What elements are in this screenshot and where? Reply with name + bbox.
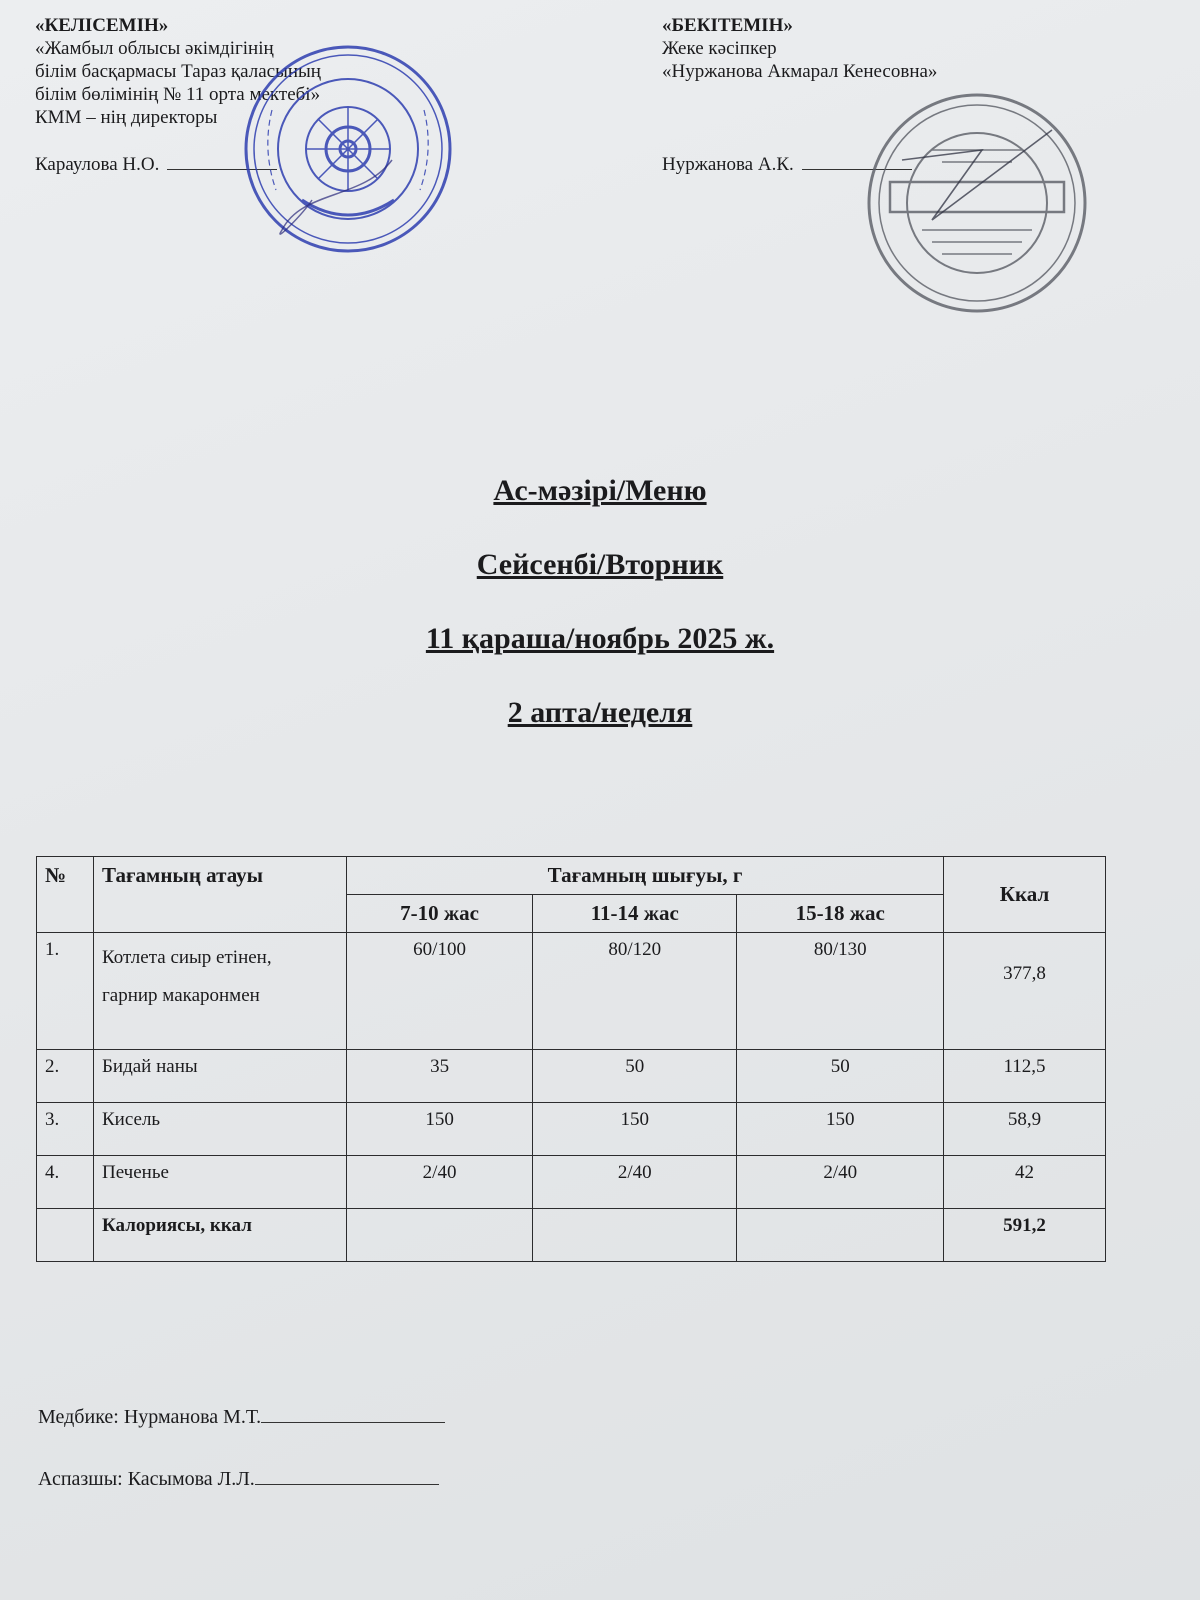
table-row <box>37 1050 1106 1103</box>
table-row <box>37 933 1106 1050</box>
menu-title: Ас-мәзірі/Меню <box>493 474 707 507</box>
row-yield: 2/40 <box>347 1156 533 1209</box>
agreed-line: «Жамбыл облысы әкімдігінің <box>35 38 274 59</box>
signature-line <box>261 1404 445 1423</box>
agreed-line: КММ – нің директоры <box>35 107 218 128</box>
table-row <box>37 1103 1106 1156</box>
signature-line <box>255 1466 439 1485</box>
row-yield: 2/40 <box>737 1156 944 1209</box>
row-yield: 150 <box>533 1103 737 1156</box>
row-kcal: 112,5 <box>944 1050 1106 1103</box>
document-titles <box>0 472 1200 768</box>
nurse-signature <box>38 1404 445 1429</box>
row-kcal: 58,9 <box>944 1103 1106 1156</box>
row-yield: 80/130 <box>737 933 944 1050</box>
week-title: 2 апта/неделя <box>507 696 693 729</box>
menu-table <box>36 856 1106 1262</box>
cook-signature <box>38 1466 439 1491</box>
agreed-line: білім бөлімінің № 11 орта мектебі» <box>35 84 321 105</box>
total-empty <box>533 1209 737 1262</box>
header-age: 15-18 жас <box>737 895 944 933</box>
row-no: 3. <box>37 1103 94 1156</box>
table-total-row <box>37 1209 1106 1262</box>
approved-signer: Нуржанова А.К. <box>662 154 794 175</box>
table-header-row <box>37 857 1106 895</box>
row-yield: 2/40 <box>533 1156 737 1209</box>
header-yield: Тағамның шығуы, г <box>347 857 944 895</box>
row-name-line: Котлета сиыр етінен, <box>102 947 272 968</box>
signature-scribble <box>902 130 1052 220</box>
row-kcal: 377,8 <box>944 933 1106 1050</box>
cook-label: Аспазшы: Касымова Л.Л. <box>38 1468 255 1490</box>
nurse-label: Медбике: Нурманова М.Т. <box>38 1406 262 1428</box>
agreed-signer: Караулова Н.О. <box>35 154 160 175</box>
row-kcal: 42 <box>944 1156 1106 1209</box>
total-empty <box>737 1209 944 1262</box>
row-yield: 50 <box>533 1050 737 1103</box>
row-no: 1. <box>37 933 94 1050</box>
row-yield: 35 <box>347 1050 533 1103</box>
approved-heading: «БЕКІТЕМІН» <box>662 15 793 36</box>
header-name: Тағамның атауы <box>94 857 347 933</box>
day-title: Сейсенбі/Вторник <box>476 548 724 581</box>
row-yield: 150 <box>737 1103 944 1156</box>
total-label: Калориясы, ккал <box>94 1209 347 1262</box>
total-kcal: 591,2 <box>944 1209 1106 1262</box>
row-name: Кисель <box>94 1103 347 1156</box>
row-name: Бидай наны <box>94 1050 347 1103</box>
row-yield: 60/100 <box>347 933 533 1050</box>
approved-line: Жеке кәсіпкер <box>662 38 777 59</box>
row-name <box>94 933 347 1050</box>
table-row <box>37 1156 1106 1209</box>
row-name-line: гарнир макаронмен <box>102 985 260 1006</box>
header-age: 7-10 жас <box>347 895 533 933</box>
row-no: 4. <box>37 1156 94 1209</box>
header-kcal: Ккал <box>944 857 1106 933</box>
total-no <box>37 1209 94 1262</box>
agreed-line: білім басқармасы Тараз қаласының <box>35 61 321 82</box>
school-stamp-icon <box>242 40 454 258</box>
row-no: 2. <box>37 1050 94 1103</box>
header-age: 11-14 жас <box>533 895 737 933</box>
entrepreneur-stamp-icon <box>862 90 1092 316</box>
header-no: № <box>37 857 94 933</box>
row-yield: 150 <box>347 1103 533 1156</box>
total-empty <box>347 1209 533 1262</box>
approved-line: «Нуржанова Акмарал Кенесовна» <box>662 61 938 82</box>
agreed-heading: «КЕЛІСЕМІН» <box>35 15 169 36</box>
row-name: Печенье <box>94 1156 347 1209</box>
date-title: 11 қараша/ноябрь 2025 ж. <box>425 622 775 655</box>
row-yield: 50 <box>737 1050 944 1103</box>
row-yield: 80/120 <box>533 933 737 1050</box>
